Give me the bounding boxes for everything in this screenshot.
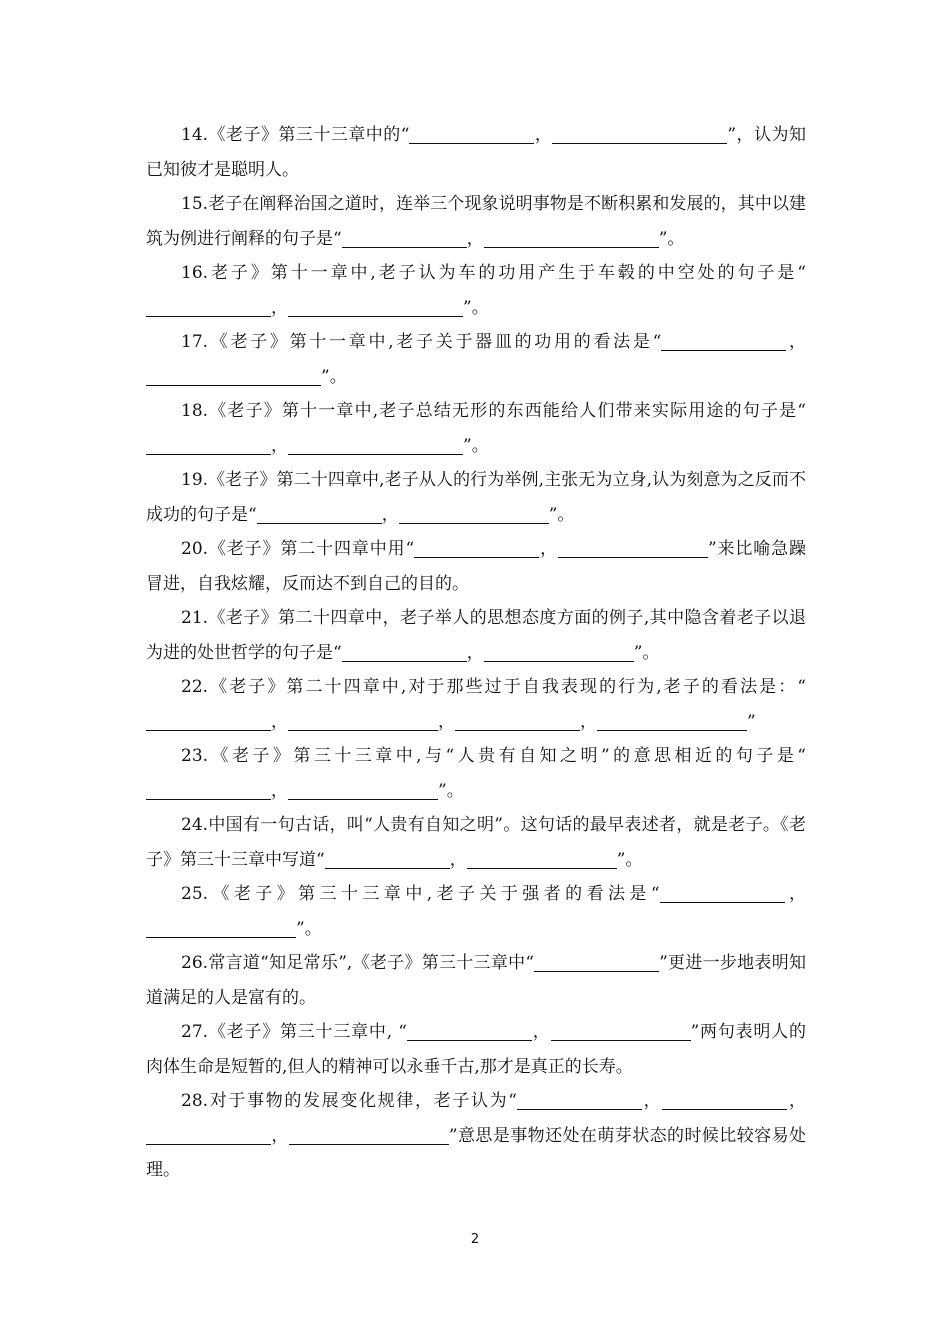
question-26	[146, 946, 806, 1015]
separator: ，	[381, 504, 399, 525]
question-text-end: ”。	[438, 780, 464, 801]
question-text-end: ”两句表明人的肉体生命是短暂的,但人的精神可以永垂千古,那才是真正的长寿。	[146, 1022, 806, 1077]
separator: ，	[786, 332, 807, 352]
question-text: 《老子》第三十三章中,老子关于强者的看法是“	[208, 884, 660, 904]
separator: ，	[580, 711, 597, 732]
question-text: 老子在阐释治国之道时，连举三个现象说明事物是不断积累和发展的，其中以建筑为例进行阐释的句子是“	[146, 194, 806, 249]
question-28	[146, 1084, 806, 1188]
question-text: 《老子》第十一章中,老子总结无形的东西能给人们带来实际用途的句子是“	[208, 401, 806, 421]
question-number: 21.	[181, 608, 209, 628]
separator: ，	[271, 711, 288, 732]
question-17	[146, 325, 806, 394]
question-text-end: ”，认为知已知彼才是聪明人。	[146, 125, 806, 180]
separator: ，	[449, 849, 467, 870]
question-text: 《老子》第十一章中,老子关于器皿的功用的看法是“	[208, 332, 662, 352]
answer-blank[interactable]	[455, 710, 580, 731]
answer-blank[interactable]	[288, 779, 438, 800]
separator: ，	[466, 228, 484, 249]
question-list	[146, 118, 806, 1188]
question-number: 20.	[181, 539, 209, 559]
answer-blank[interactable]	[146, 365, 321, 386]
answer-blank[interactable]	[551, 1020, 691, 1041]
separator: ，	[539, 539, 558, 559]
answer-blank[interactable]	[662, 1089, 787, 1110]
question-number: 14.	[181, 125, 209, 145]
separator: ，	[271, 1125, 289, 1146]
answer-blank[interactable]	[661, 330, 786, 351]
separator: ，	[534, 125, 553, 145]
answer-blank[interactable]	[289, 1124, 449, 1145]
separator: ，	[466, 642, 484, 663]
question-text-end: ”。	[296, 918, 322, 939]
answer-blank[interactable]	[325, 848, 450, 869]
question-23	[146, 739, 806, 808]
question-21	[146, 601, 806, 670]
question-text: 《老子》第二十四章中,对于那些过于自我表现的行为,老子的看法是：“	[208, 677, 806, 697]
separator: ，	[787, 1091, 806, 1111]
question-text-end: ”。	[463, 297, 489, 318]
answer-blank[interactable]	[467, 848, 617, 869]
question-text-end: ”。	[658, 228, 685, 249]
question-number: 16.	[181, 263, 209, 283]
answer-blank[interactable]	[517, 1089, 642, 1110]
question-text: 《老子》第二十四章中，老子举人的思想态度方面的例子,其中隐含着老子以退为进的处世哲学的句子是“	[146, 608, 806, 663]
answer-blank[interactable]	[146, 434, 271, 455]
question-text: 常言道“知足常乐”,《老子》第三十三章中“	[208, 953, 535, 973]
question-text-end: ”。	[616, 849, 643, 870]
question-14	[146, 118, 806, 187]
answer-blank[interactable]	[660, 882, 785, 903]
separator: ，	[438, 711, 455, 732]
question-text-end: ”来比喻急躁冒进，自我炫耀，反而达不到自己的目的。	[146, 539, 806, 594]
separator: ，	[271, 435, 288, 456]
answer-blank[interactable]	[414, 537, 539, 558]
answer-blank[interactable]	[146, 296, 271, 317]
question-number: 19.	[181, 470, 209, 490]
question-text-end: ”意思是事物还处在萌芽状态的时候比较容易处理。	[146, 1125, 807, 1180]
separator: ，	[271, 780, 288, 801]
question-number: 17.	[181, 332, 209, 352]
question-text-end: ”。	[548, 504, 575, 525]
answer-blank[interactable]	[342, 227, 467, 248]
answer-blank[interactable]	[534, 951, 659, 972]
separator: ，	[532, 1022, 551, 1042]
page-number: 2	[470, 1232, 480, 1247]
separator: ，	[784, 884, 806, 904]
question-16	[146, 256, 806, 325]
question-number: 15.	[181, 194, 209, 214]
answer-blank[interactable]	[484, 641, 634, 662]
answer-blank[interactable]	[146, 917, 296, 938]
question-text: 《老子》第二十四章中用“	[208, 539, 415, 559]
question-27	[146, 1015, 806, 1084]
answer-blank[interactable]	[288, 434, 463, 455]
question-number: 18.	[181, 401, 209, 421]
separator: ，	[271, 297, 288, 318]
answer-blank[interactable]	[146, 710, 271, 731]
question-text-end: ”。	[463, 435, 489, 456]
answer-blank[interactable]	[558, 537, 708, 558]
answer-blank[interactable]	[399, 503, 549, 524]
question-number: 27.	[181, 1022, 209, 1042]
answer-blank[interactable]	[288, 710, 438, 731]
answer-blank[interactable]	[552, 123, 727, 144]
question-text: 《老子》第三十三章中, “	[208, 1022, 407, 1042]
question-number: 25.	[181, 884, 209, 904]
answer-blank[interactable]	[597, 710, 747, 731]
answer-blank[interactable]	[146, 779, 271, 800]
question-text: 《老子》第三十三章中,与“人贵有自知之明”的意思相近的句子是“	[208, 746, 806, 766]
question-text-end: ”。	[633, 642, 660, 663]
question-text: 老子》第十一章中,老子认为车的功用产生于车毂的中空处的句子是“	[208, 263, 806, 283]
question-22	[146, 670, 806, 739]
answer-blank[interactable]	[407, 1020, 532, 1041]
question-text: 对于事物的发展变化规律，老子认为“	[208, 1091, 517, 1111]
question-text: 《老子》第三十三章中的“	[208, 125, 410, 145]
question-text-end: ”	[747, 711, 756, 732]
answer-blank[interactable]	[288, 296, 463, 317]
question-text-end: ”。	[321, 366, 347, 387]
question-number: 22.	[181, 677, 209, 697]
question-number: 28.	[181, 1091, 209, 1111]
question-text-end: ”更进一步地表明知道满足的人是富有的。	[146, 953, 806, 1008]
answer-blank[interactable]	[342, 641, 467, 662]
answer-blank[interactable]	[257, 503, 382, 524]
answer-blank[interactable]	[146, 1124, 271, 1145]
question-25	[146, 877, 806, 946]
question-number: 24.	[181, 815, 209, 835]
question-15	[146, 187, 806, 256]
question-text: 《老子》第二十四章中,老子从人的行为举例,主张无为立身,认为刻意为之反而不成功的句子是“	[146, 470, 806, 525]
question-20	[146, 532, 806, 601]
question-18	[146, 394, 806, 463]
question-19	[146, 463, 806, 532]
answer-blank[interactable]	[409, 123, 534, 144]
separator: ，	[642, 1091, 663, 1111]
question-number: 26.	[181, 953, 209, 973]
question-text: 中国有一句古话，叫“人贵有自知之明”。这句话的最早表述者，就是老子。《老子》第三十三章中写道“	[146, 815, 806, 870]
answer-blank[interactable]	[484, 227, 659, 248]
question-number: 23.	[181, 746, 209, 766]
question-24	[146, 808, 806, 877]
